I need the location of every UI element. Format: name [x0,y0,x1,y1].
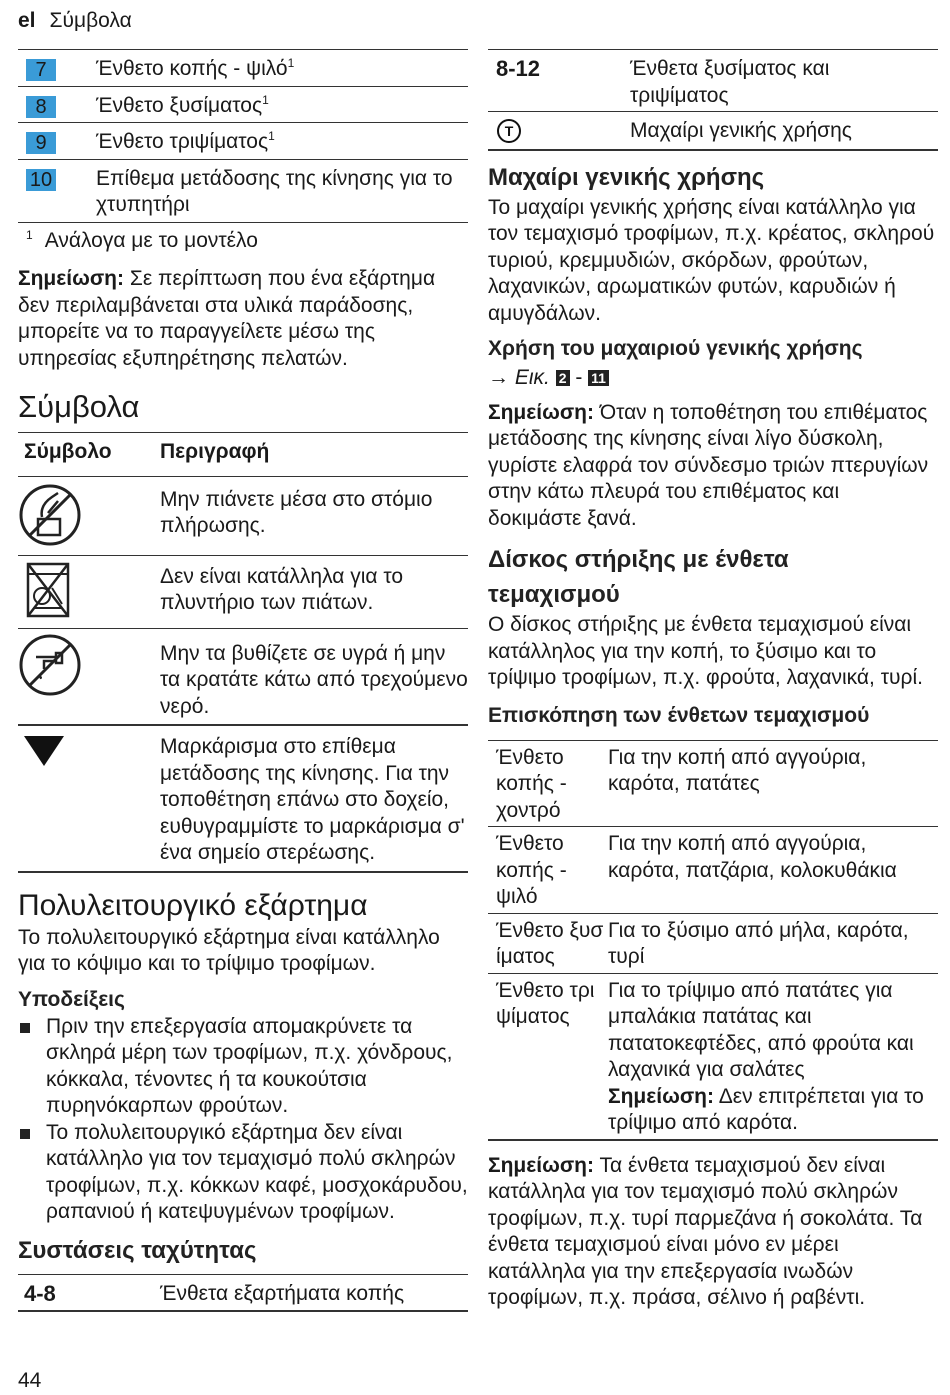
insert-description: Για την κοπή από αγγούρια, καρότα, πατζάρια, κολοκυθάκια [608,832,897,882]
part-number-badge: 7 [26,59,56,81]
insert-name: Ένθετο κοπής - ψιλό [496,832,567,908]
insert-description: Για το τρίψιμο από πατάτες για μπαλάκια πατάτας και πατατοκεφτέδες, από φρούτα και λαχανικά για σαλάτες [608,978,914,1081]
disc-heading: Δίσκος στήριξης με ένθετα τεμαχισμού [488,546,789,608]
note-label: Σημείωση: [18,267,125,290]
tips-list [18,1014,468,1226]
table-row [488,914,938,974]
note-text: Σε περίπτωση που ένα εξάρτημα δεν περιλαμβάνεται στα υλικά παράδοσης, μπορείτε να το παραγγείλετε μέσω της υπηρεσίας εξυπηρέτησης πελατών. [18,267,436,370]
table-row [488,741,938,828]
insert-name: Ένθετο κοπής - χοντρό [496,745,567,822]
part-number-badge: 10 [26,169,56,191]
right-column [488,49,938,1312]
speed-value: Ένθετα ξυσίματος και τριψίματος [630,57,830,107]
figure-number: 2 [556,370,570,386]
list-item: Πριν την επεξεργασία απομακρύνετε τα σκληρά μέρη των τροφίμων, π.χ. χόνδρους, κόκκαλα, τένοντες ή τα κουκούτσια πυρηνόκαρπων φρούτων. [18,1014,468,1120]
parts-table [18,49,468,223]
note-label: Σημείωση: [608,1084,715,1108]
note-label: Σημείωση: [488,1153,595,1177]
knife-heading: Μαχαίρι γενικής χρήσης [488,163,765,191]
speed-value: Μαχαίρι γενικής χρήσης [630,119,852,142]
speed-value: Ένθετα εξαρτήματα κοπής [160,1281,405,1305]
speed-key: 8-12 [496,56,541,81]
footnote-ref: 1 [287,56,295,70]
note-text: Όταν η τοποθέτηση του επιθέματος μετάδοσης της κίνησης είναι λίγο δύσκολη, γυρίστε ελαφρά τον σύνδεσμο τριών πτερυγίων στην κάτω πλευρά του επιθέματος και δοκιμάστε ξανά. [488,400,929,530]
symbols-table-header [18,433,468,477]
not-dishwasher-safe-icon [18,560,160,620]
no-water-immersion-icon [18,633,160,697]
part-label: Επίθεμα μετάδοσης της κίνησης για το χτυπητήρι [96,166,453,216]
page-number: 44 [18,1369,42,1392]
running-header [18,8,132,35]
table-row [488,827,938,914]
insert-description: Για την κοπή από αγγούρια, καρότα, πατάτες [608,745,867,795]
symbol-row [18,629,468,727]
insert-name: Ένθετο ξυσίματος [496,918,604,968]
part-number-badge: 8 [26,96,56,118]
column-header-description: Περιγραφή [160,440,270,463]
symbols-table [18,432,468,873]
speed-row [18,1274,468,1313]
disc-text: Ο δίσκος στήριξης με ένθετα τεμαχισμού είναι κατάλληλος για την κοπή, το ξύσιμο και το τρίψιμο τροφίμων, π.χ. φρούτα, λαχανικά, τυρί. [488,613,923,689]
speed-key: 4-8 [24,1280,56,1306]
language-code: el [18,9,36,32]
footnote-ref: 1 [262,92,269,107]
insert-description: Για το ξύσιμο από μήλα, καρότα, τυρί [608,918,909,968]
footnote-text: Ανάλογα με το μοντέλο [44,228,258,252]
footnote [18,223,468,255]
header-title: Σύμβολα [49,9,132,32]
symbol-description: Μην τα βυθίζετε σε υγρά ή μην τα κρατάτε κάτω από τρεχούμενο νερό. [160,641,468,718]
insert-name: Ένθετο τριψίματος [496,978,595,1028]
note-label: Σημείωση: [488,400,595,424]
insert-note [608,1084,938,1137]
list-item: Το πολυλειτουργικό εξάρτημα δεν είναι κατάλληλο για τον τεμαχισμό πολύ σκληρών τροφίμων, π.χ. κόκκων καφέ, μοσχοκάρυδου, ραπανιού ή κατεψυγμένων τροφίμων. [18,1120,468,1226]
figure-reference: → Εικ. 2 - 11 [488,365,938,392]
parts-row [18,50,468,87]
footnote-mark: 1 [26,227,33,242]
note-paragraph [488,1153,938,1312]
knife-use-heading: Χρήση του μαχαιριού γενικής χρήσης [488,337,863,360]
speed-key: T [504,123,514,139]
note-paragraph [18,266,468,372]
figure-number: 11 [588,370,609,386]
note-text: Τα ένθετα τεμαχισμού δεν είναι κατάλληλα για τον τεμαχισμό πολύ σκληρών τροφίμων, π.χ. τυρί παρμεζάνα ή σοκολάτα. Τα ένθετα τεμαχισμού είναι μόνο εν μέρει κατάλληλα για την επεξεργασία ινωδών τροφίμων, π.χ. πράσα, σέλινο ή ραβέντι. [488,1153,923,1309]
multi-text: Το πολυλειτουργικό εξάρτημα είναι κατάλληλο για το κόψιμο και το τρίψιμο τροφίμων. [18,925,440,975]
part-label: Ένθετο τριψίματος [96,130,269,153]
symbol-description: Δεν είναι κατάλληλα για το πλυντήριο των πιάτων. [160,564,404,614]
parts-row [18,123,468,160]
overview-table [488,740,938,1141]
symbols-heading: Σύμβολα [18,389,140,424]
note-paragraph [488,400,938,533]
left-column [18,49,468,1312]
knife-text: Το μαχαίρι γενικής χρήσης είναι κατάλληλο για τον τεμαχισμό τροφίμων, π.χ. κρέατος, σκληρού τυριού, κρεμμυδιών, σκόρδων, φρούτων, λαχανικών, αρωματικών φυτών, καρυδιών ή αμυγδάλων. [488,195,935,325]
multi-heading: Πολυλειτουργικό εξάρτημα [18,888,368,922]
parts-row [18,160,468,223]
parts-row [18,87,468,124]
symbol-row [18,726,468,873]
speed-row [488,49,938,112]
column-header-symbol: Σύμβολο [24,440,112,463]
speed-row [488,112,938,151]
note-text: Δεν επιτρέπεται για το τρίψιμο από καρότα. [608,1084,924,1134]
part-label: Ένθετο ξυσίματος [96,93,263,117]
tips-heading: Υποδείξεις [18,987,125,1011]
symbol-row [18,556,468,629]
marker-triangle-icon [18,734,160,768]
overview-heading: Επισκόπηση των ένθετων τεμαχισμού [488,703,870,727]
symbol-description: Μην πιάνετε μέσα στο στόμιο πλήρωσης. [160,487,433,537]
table-row [488,974,938,1141]
symbol-description: Μαρκάρισμα στο επίθεμα μετάδοσης της κίνησης. Για την τοποθέτηση επάνω στο δοχείο, ευθυγραμμίστε το μαρκάρισμα σ' ένα σημείο στερέωσης. [160,735,465,864]
part-number-badge: 9 [26,132,56,154]
symbol-row [18,477,468,556]
no-hand-in-opening-icon [18,483,160,547]
part-label: Ένθετο κοπής - ψιλό [96,57,288,80]
knife-setting-icon [496,118,522,144]
footnote-ref: 1 [268,129,275,143]
speed-heading: Συστάσεις ταχύτητας [18,1236,257,1264]
